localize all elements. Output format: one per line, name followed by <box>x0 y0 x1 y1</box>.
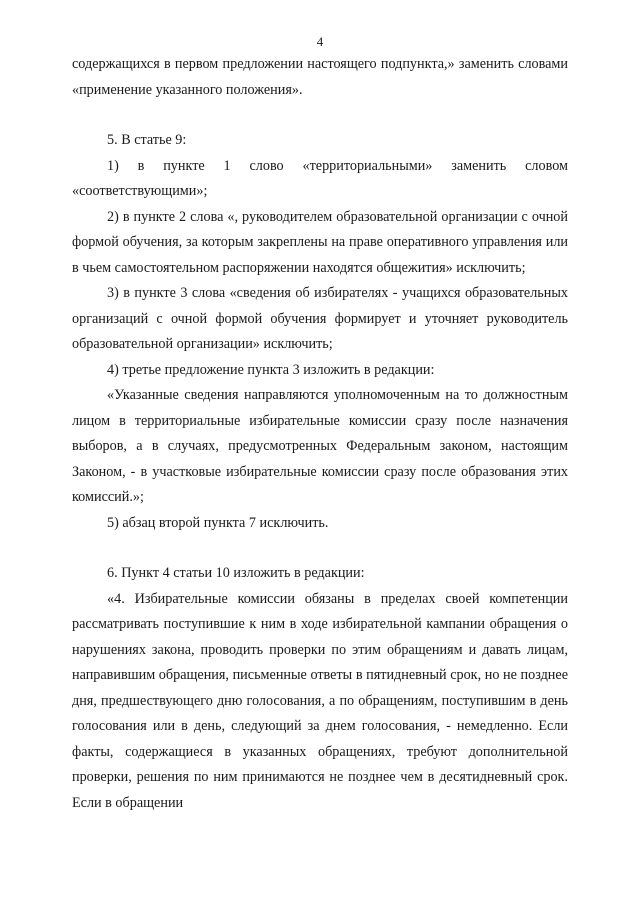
list-item-3: 3) в пункте 3 слова «сведения об избирателях - учащихся образовательных организаций с очной формой обучения формирует и уточняет руководитель образовательной организации» исключить; <box>72 285 568 352</box>
section-heading-6: 6. Пункт 4 статьи 10 изложить в редакции: <box>107 565 365 581</box>
paragraph-continuation: содержащихся в первом предложении настоящего подпункта,» заменить словами «применение указанного положения». <box>72 56 568 98</box>
section-gap <box>72 536 568 561</box>
quoted-amendment: «4. Избирательные комиссии обязаны в пределах своей компетенции рассматривать поступившие к ним в ходе избирательной кампании обращения о нарушениях закона, проводить проверки по этим обращениям и давать лицам, направившим обращения, письменные ответы в пятидневный срок, но не позднее дня, предшествующего дню голосования, а по обращениям, поступившим в день голосования или в день, следующий за днем голосования, - немедленно. Если факты, содержащиеся в указанных обращениях, требуют дополнительной проверки, решения по ним принимаются не позднее чем в десятидневный срок. Если в обращении <box>72 590 568 811</box>
list-item-1: 1) в пункте 1 слово «территориальными» заменить словом «соответствующими»; <box>72 157 568 199</box>
section-heading-5: 5. В статье 9: <box>107 132 187 148</box>
page-number: 4 <box>316 34 324 49</box>
list-item-4: 4) третье предложение пункта 3 изложить в редакции: <box>107 361 435 378</box>
list-item-2: 2) в пункте 2 слова «, руководителем образовательной организации с очной формой обучения, за которым закреплены на праве оперативного управления или в чьем самостоятельном распоряжении находятся общежития» исключить; <box>72 208 568 276</box>
section-gap <box>72 103 568 128</box>
quoted-amendment: «Указанные сведения направляются уполномоченным на то должностным лицом в территориальные избирательные комиссии сразу после назначения выборов, а в случаях, предусмотренных Федеральным законом, настоящим Законом, - в участковые избирательные комиссии сразу после образования этих комиссий.»; <box>72 387 568 505</box>
list-item-5: 5) абзац второй пункта 7 исключить. <box>107 514 329 531</box>
document-body <box>72 52 568 816</box>
